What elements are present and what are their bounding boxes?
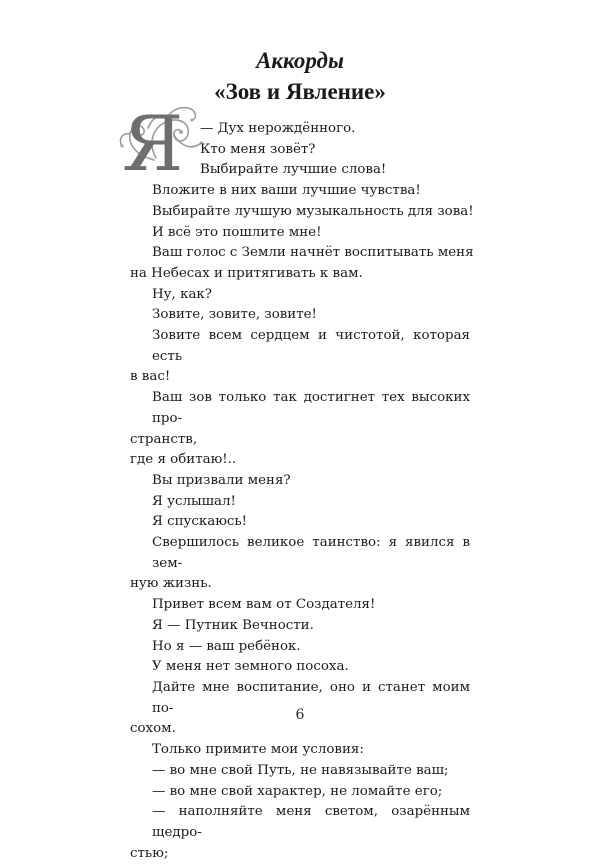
text-line: Я — Путник Вечности.: [152, 617, 314, 633]
text-line: Кто меня зовёт?: [200, 141, 316, 157]
text-line: Вы призвали меня?: [152, 472, 291, 488]
text-line: Выбирайте лучшие слова!: [200, 162, 387, 178]
text-line: в вас!: [130, 369, 171, 385]
text-line: где я обитаю!..: [130, 452, 237, 468]
text-line: Дайте мне воспитание, оно и станет моим по-: [152, 679, 470, 716]
text-line: Но я — ваш ребёнок.: [152, 638, 301, 654]
page-number: 6: [295, 707, 305, 723]
text-line: Зовите, зовите, зовите!: [152, 307, 317, 323]
text-line: Только примите мои условия:: [152, 742, 364, 758]
text-line: — во мне свой характер, не ломайте его;: [152, 783, 443, 799]
text-line: — Дух нерождённого.: [200, 121, 356, 136]
text-line: И всё это пошлите мне!: [152, 224, 322, 240]
chapter-title-line-2: «Зов и Явление»: [214, 79, 386, 104]
text-line: Зовите всем сердцем и чистотой, которая есть: [152, 328, 470, 364]
text-line: Привет всем вам от Создателя!: [152, 597, 376, 613]
text-line: Ваш зов только так достигнет тех высоких про-: [152, 390, 470, 426]
text-line: Я услышал!: [152, 493, 236, 509]
text-line: ную жизнь.: [130, 576, 212, 592]
text-line: Я спускаюсь!: [152, 514, 248, 530]
text-line: на Небесах и притягивать к вам.: [130, 265, 363, 281]
chapter-title: [0, 46, 600, 107]
text-line: — наполняйте меня светом, озарённым щедро-: [152, 804, 470, 840]
text-line: стью;: [130, 845, 169, 861]
text-line: Вложите в них ваши лучшие чувства!: [152, 183, 421, 199]
text-line: У меня нет земного посоха.: [152, 659, 349, 675]
text-line: Свершилось великое таинство: я явился в зем-: [152, 535, 470, 571]
text-line: сохом.: [130, 721, 176, 737]
chapter-title-line-1: Аккорды: [256, 48, 344, 73]
text-line: — во мне свой Путь, не навязывайте ваш;: [152, 762, 449, 778]
drop-cap-letter: Я: [122, 99, 184, 188]
text-line: странств,: [130, 431, 198, 447]
text-line: Выбирайте лучшую музыкальность для зова!: [152, 203, 474, 219]
body-text: [130, 119, 474, 864]
text-line: Ну, как?: [152, 286, 212, 302]
text-line: Ваш голос с Земли начнёт воспитывать меня: [152, 245, 474, 261]
